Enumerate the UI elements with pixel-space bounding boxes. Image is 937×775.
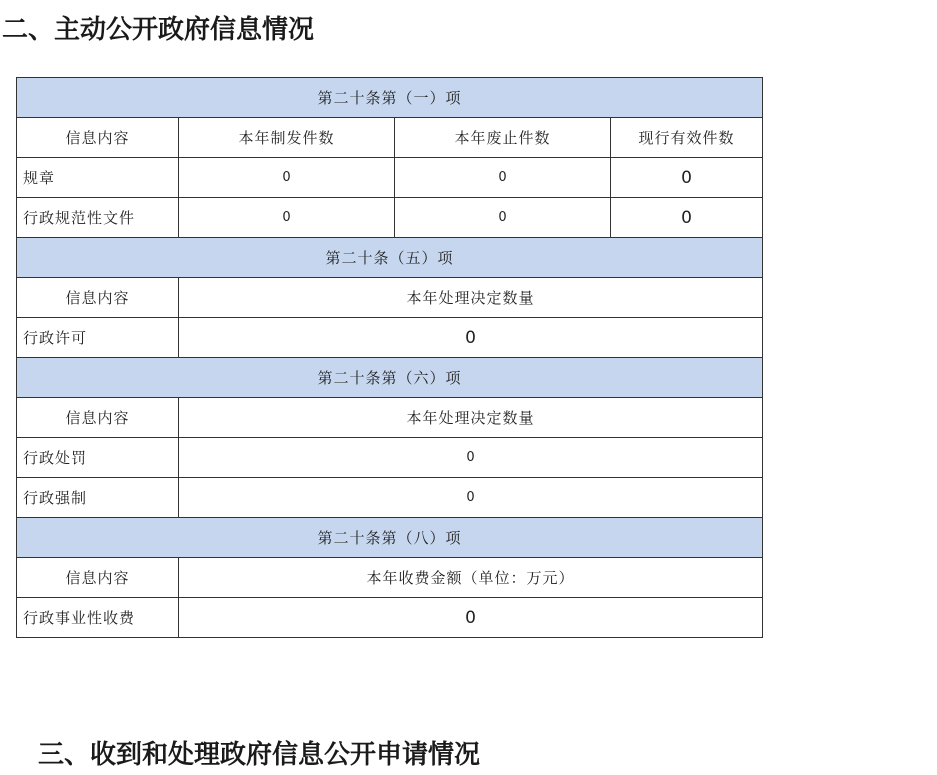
cell-normative-repealed: 0 <box>395 198 611 238</box>
header-fee-amount: 本年收费金额（单位：万元） <box>179 558 763 598</box>
header-info-content: 信息内容 <box>17 558 179 598</box>
section-title-article-5: 第二十条（五）项 <box>17 238 763 278</box>
header-decision-count: 本年处理决定数量 <box>179 278 763 318</box>
section-row-article-6 <box>17 358 763 398</box>
row-label-regulations: 规章 <box>17 158 179 198</box>
header-decision-count: 本年处理决定数量 <box>179 398 763 438</box>
header-info-content: 信息内容 <box>17 278 179 318</box>
section-heading-3: 三、收到和处理政府信息公开申请情况 <box>38 740 481 770</box>
header-row-article-5 <box>17 278 763 318</box>
cell-administrative-penalty: 0 <box>179 438 763 478</box>
table-row <box>17 598 763 638</box>
row-label-administrative-fees: 行政事业性收费 <box>17 598 179 638</box>
header-row-article-1 <box>17 118 763 158</box>
header-valid-count: 现行有效件数 <box>611 118 763 158</box>
cell-administrative-license: 0 <box>179 318 763 358</box>
table-row <box>17 158 763 198</box>
cell-regulations-issued: 0 <box>179 158 395 198</box>
cell-normative-valid: 0 <box>611 198 763 238</box>
header-row-article-8 <box>17 558 763 598</box>
row-label-administrative-penalty: 行政处罚 <box>17 438 179 478</box>
header-repealed-count: 本年废止件数 <box>395 118 611 158</box>
section-title-article-8: 第二十条第（八）项 <box>17 518 763 558</box>
row-label-administrative-enforcement: 行政强制 <box>17 478 179 518</box>
header-info-content: 信息内容 <box>17 118 179 158</box>
table-row <box>17 438 763 478</box>
section-heading-2: 二、主动公开政府信息情况 <box>2 15 315 45</box>
section-row-article-5 <box>17 238 763 278</box>
header-row-article-6 <box>17 398 763 438</box>
row-label-administrative-license: 行政许可 <box>17 318 179 358</box>
table-row <box>17 198 763 238</box>
row-label-normative-documents: 行政规范性文件 <box>17 198 179 238</box>
cell-administrative-fees: 0 <box>179 598 763 638</box>
header-info-content: 信息内容 <box>17 398 179 438</box>
section-title-article-6: 第二十条第（六）项 <box>17 358 763 398</box>
cell-regulations-valid: 0 <box>611 158 763 198</box>
section-title-article-1: 第二十条第（一）项 <box>17 78 763 118</box>
table-row <box>17 318 763 358</box>
disclosure-table <box>16 77 763 638</box>
section-row-article-8 <box>17 518 763 558</box>
table-row <box>17 478 763 518</box>
header-issued-count: 本年制发件数 <box>179 118 395 158</box>
cell-administrative-enforcement: 0 <box>179 478 763 518</box>
section-row-article-1 <box>17 78 763 118</box>
cell-normative-issued: 0 <box>179 198 395 238</box>
cell-regulations-repealed: 0 <box>395 158 611 198</box>
